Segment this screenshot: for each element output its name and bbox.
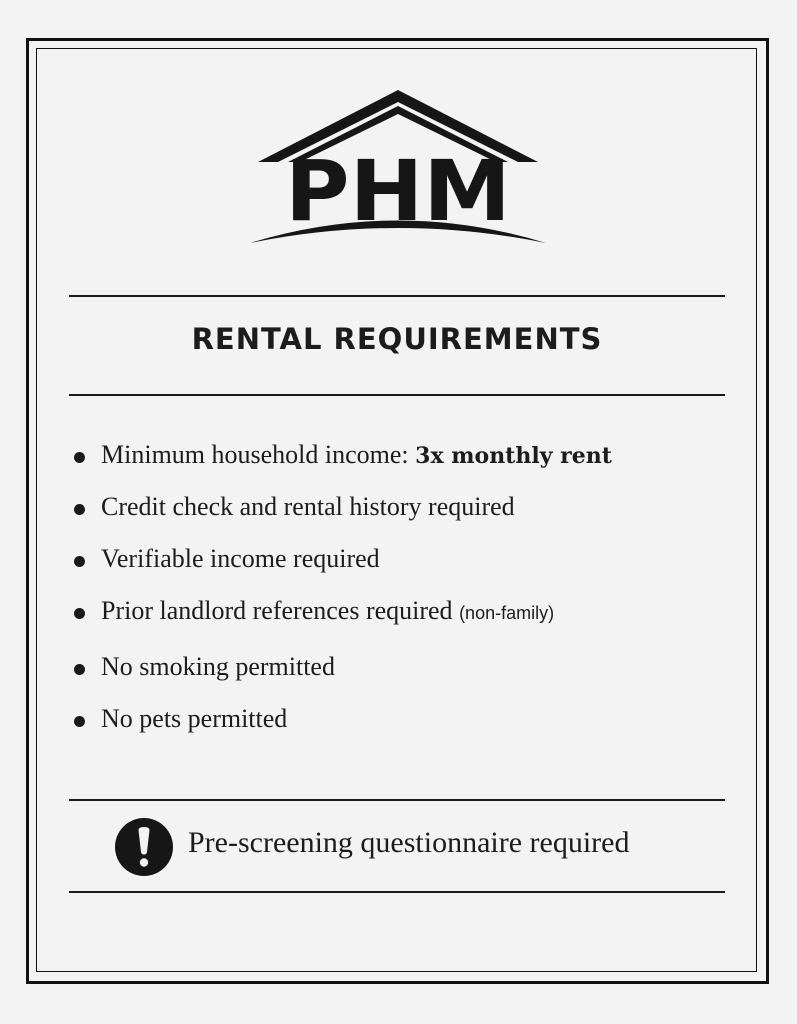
bullet-icon bbox=[74, 452, 85, 463]
notice-text: Pre-screening questionnaire required bbox=[188, 826, 630, 859]
bullet-icon bbox=[74, 608, 85, 619]
page-title: RENTAL REQUIREMENTS bbox=[191, 322, 603, 356]
requirement-label: Verifiable income required bbox=[101, 544, 380, 573]
requirement-text bbox=[101, 596, 554, 626]
bullet-icon bbox=[74, 664, 85, 675]
exclamation-circle-icon bbox=[114, 817, 174, 877]
requirement-label: No smoking permitted bbox=[101, 652, 335, 681]
divider-bottom bbox=[69, 891, 725, 893]
requirement-text bbox=[101, 704, 287, 734]
divider-title-bottom bbox=[69, 394, 725, 396]
requirement-text bbox=[101, 652, 335, 682]
divider-top bbox=[69, 295, 725, 297]
requirement-note: (non-family) bbox=[459, 603, 555, 623]
requirement-text bbox=[101, 440, 612, 470]
requirement-label: No pets permitted bbox=[101, 704, 288, 733]
requirement-emphasis: 3x monthly rent bbox=[415, 443, 612, 469]
requirement-text bbox=[101, 544, 380, 574]
requirement-text bbox=[101, 492, 515, 522]
logo-text: PHM bbox=[285, 142, 511, 240]
bullet-icon bbox=[74, 504, 85, 515]
requirement-label: Credit check and rental history required bbox=[101, 492, 515, 521]
requirement-label: Prior landlord references required bbox=[101, 596, 460, 625]
phm-logo bbox=[248, 88, 548, 248]
requirement-label: Minimum household income: bbox=[101, 440, 416, 469]
bullet-icon bbox=[74, 556, 85, 567]
bullet-icon bbox=[74, 716, 85, 727]
divider-notice-top bbox=[69, 799, 725, 801]
